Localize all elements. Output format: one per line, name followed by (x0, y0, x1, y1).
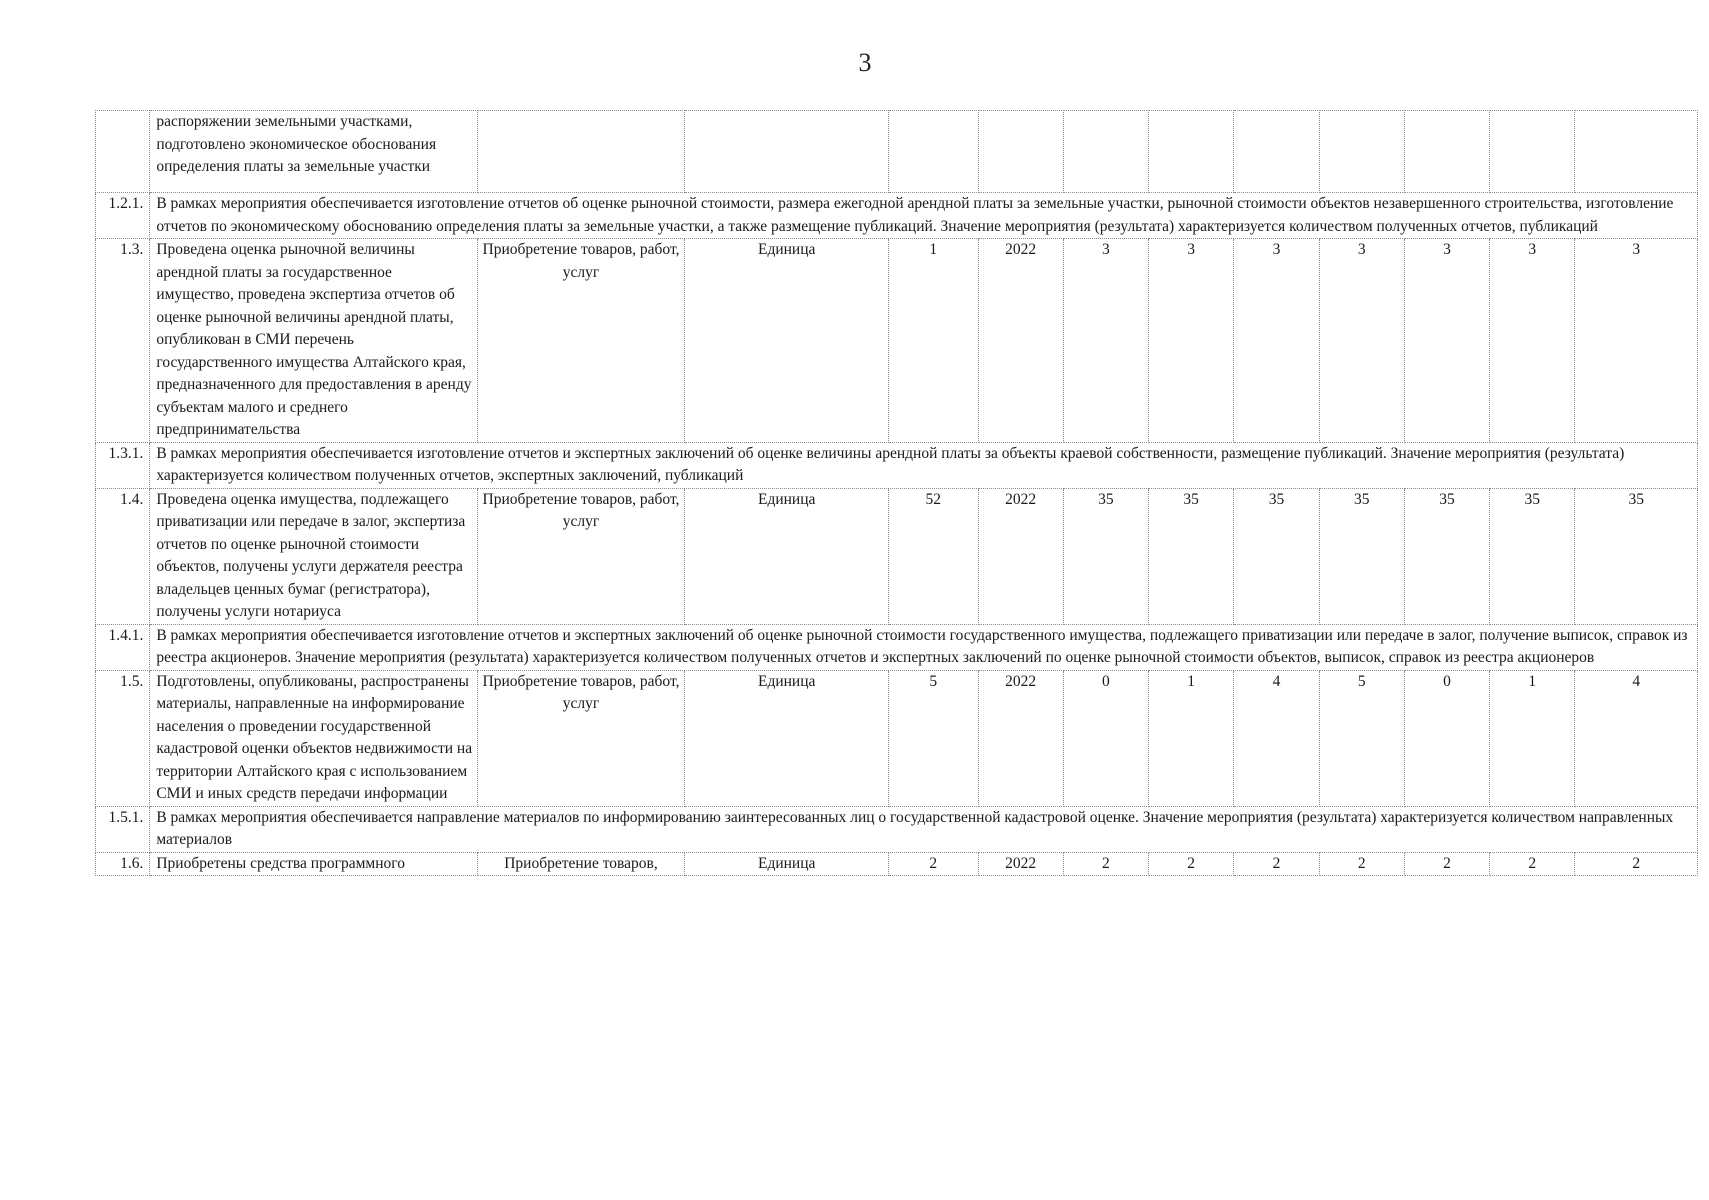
table-row-description (96, 193, 1698, 239)
value-cell: 35 (1404, 488, 1489, 624)
page-number: 3 (858, 48, 872, 77)
row-number-cell (96, 111, 150, 193)
base-value-cell: 5 (888, 670, 978, 806)
value-cell (1404, 111, 1489, 193)
row-number-cell: 1.3. (96, 239, 150, 443)
value-cell: 3 (1149, 239, 1234, 443)
unit-cell: Единица (685, 239, 889, 443)
value-cell: 2 (1149, 852, 1234, 876)
result-name-cell: Проведена оценка имущества, подлежащего приватизации или передаче в залог, экспертиза отчетов по оценке рыночной стоимости объектов, получены услуги держателя реестра владельцев ценных бумаг (регистратора), получены услуги нотариуса (150, 488, 477, 624)
base-value-cell: 52 (888, 488, 978, 624)
unit-cell (685, 111, 889, 193)
value-cell: 5 (1319, 670, 1404, 806)
row-number-cell: 1.3.1. (96, 442, 150, 488)
result-type-cell: Приобретение товаров, работ, услуг (477, 488, 685, 624)
value-cell: 1 (1149, 670, 1234, 806)
value-cell: 35 (1234, 488, 1319, 624)
description-cell: В рамках мероприятия обеспечивается направление материалов по информированию заинтересованных лиц о государственной кадастровой оценке. Значение мероприятия (результата) характеризуется количеством направленных материалов (150, 806, 1698, 852)
value-cell (1575, 111, 1698, 193)
description-cell: В рамках мероприятия обеспечивается изготовление отчетов и экспертных заключений об оценке рыночной стоимости государственного имущества, подлежащего приватизации или передаче в залог, получение выписок, справок из реестра акционеров. Значение мероприятия (результата) характеризуется количеством полученных отчетов и экспертных заключений по оценке рыночной стоимости объектов, выписок, справок из реестра акционеров (150, 624, 1698, 670)
base-year-cell: 2022 (978, 239, 1063, 443)
value-cell (1234, 111, 1319, 193)
result-name-cell: Приобретены средства программного (150, 852, 477, 876)
value-cell (1063, 111, 1148, 193)
value-cell: 3 (1490, 239, 1575, 443)
value-cell (1490, 111, 1575, 193)
value-cell: 3 (1063, 239, 1148, 443)
value-cell: 3 (1234, 239, 1319, 443)
row-number-cell: 1.2.1. (96, 193, 150, 239)
value-cell: 0 (1404, 670, 1489, 806)
unit-cell: Единица (685, 852, 889, 876)
value-cell: 2 (1063, 852, 1148, 876)
result-name-cell: Проведена оценка рыночной величины арендной платы за государственное имущество, проведена экспертиза отчетов об оценке рыночной величины арендной платы, опубликован в СМИ перечень государственного имущества Алтайского края, предназначенного для предоставления в аренду субъектам малого и среднего предпринимательства (150, 239, 477, 443)
description-cell: В рамках мероприятия обеспечивается изготовление отчетов об оценке рыночной стоимости, размера ежегодной арендной платы за земельные участки, рыночной стоимости объектов незавершенного строительства, изготовление отчетов по экономическому обоснованию определения платы за земельные участки, а также размещение публикаций. Значение мероприятия (результата) характеризуется количеством полученных отчетов, публикаций (150, 193, 1698, 239)
table-row-description (96, 624, 1698, 670)
base-year-cell: 2022 (978, 488, 1063, 624)
value-cell: 1 (1490, 670, 1575, 806)
description-cell: В рамках мероприятия обеспечивается изготовление отчетов и экспертных заключений об оценке величины арендной платы за объекты краевой собственности, размещение публикаций. Значение мероприятия (результата) характеризуется количеством полученных отчетов, экспертных заключений, публикаций (150, 442, 1698, 488)
base-value-cell: 2 (888, 852, 978, 876)
result-name-cell: Подготовлены, опубликованы, распространены материалы, направленные на информирование населения о проведении государственной кадастровой оценки объектов недвижимости на территории Алтайского края с использованием СМИ и иных средств передачи информации (150, 670, 477, 806)
value-cell: 2 (1319, 852, 1404, 876)
value-cell: 2 (1234, 852, 1319, 876)
value-cell: 35 (1319, 488, 1404, 624)
row-number-cell: 1.5.1. (96, 806, 150, 852)
table-row-item (96, 488, 1698, 624)
base-value-cell (888, 111, 978, 193)
row-number-cell: 1.5. (96, 670, 150, 806)
value-cell: 4 (1575, 670, 1698, 806)
value-cell (1149, 111, 1234, 193)
value-cell: 0 (1063, 670, 1148, 806)
result-type-cell (477, 111, 685, 193)
base-year-cell (978, 111, 1063, 193)
value-cell: 4 (1234, 670, 1319, 806)
value-cell: 35 (1063, 488, 1148, 624)
value-cell: 2 (1575, 852, 1698, 876)
value-cell (1319, 111, 1404, 193)
value-cell: 2 (1490, 852, 1575, 876)
value-cell: 35 (1575, 488, 1698, 624)
table-row-description (96, 442, 1698, 488)
row-number-cell: 1.4. (96, 488, 150, 624)
value-cell: 3 (1575, 239, 1698, 443)
value-cell: 2 (1404, 852, 1489, 876)
row-number-cell: 1.6. (96, 852, 150, 876)
result-type-cell: Приобретение товаров, работ, услуг (477, 239, 685, 443)
value-cell: 3 (1404, 239, 1489, 443)
unit-cell: Единица (685, 670, 889, 806)
table-row-continuation (96, 111, 1698, 193)
base-year-cell: 2022 (978, 852, 1063, 876)
unit-cell: Единица (685, 488, 889, 624)
row-number-cell: 1.4.1. (96, 624, 150, 670)
result-type-cell: Приобретение товаров, (477, 852, 685, 876)
table-row-item-partial (96, 852, 1698, 876)
value-cell: 3 (1319, 239, 1404, 443)
table-row-description (96, 806, 1698, 852)
result-name-cell: распоряжении земельными участками, подготовлено экономическое обоснования определения платы за земельные участки (150, 111, 477, 193)
value-cell: 35 (1490, 488, 1575, 624)
table-row-item (96, 239, 1698, 443)
value-cell: 35 (1149, 488, 1234, 624)
base-year-cell: 2022 (978, 670, 1063, 806)
measures-table (95, 110, 1698, 876)
base-value-cell: 1 (888, 239, 978, 443)
table-row-item (96, 670, 1698, 806)
result-type-cell: Приобретение товаров, работ, услуг (477, 670, 685, 806)
